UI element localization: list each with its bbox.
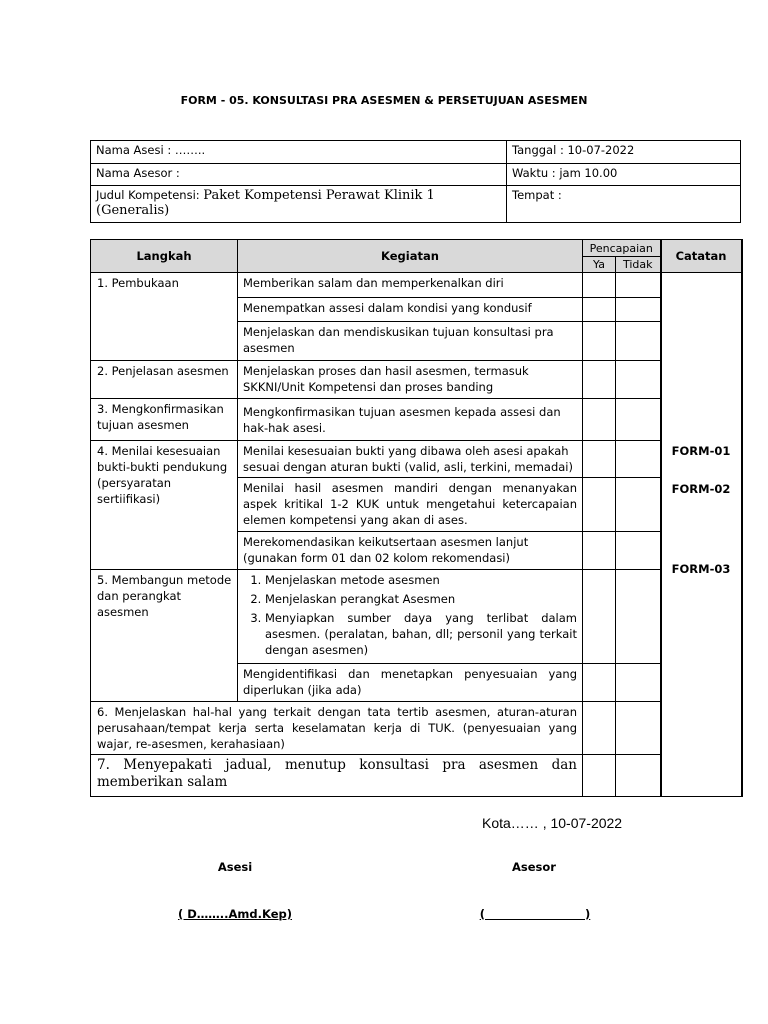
step-5: 5. Membangun metode dan perangkat asesmen — [91, 570, 238, 702]
header-tidak: Tidak — [616, 257, 661, 273]
check-ya[interactable] — [583, 478, 616, 532]
waktu: Waktu : jam 10.00 — [507, 164, 741, 186]
header-catatan: Catatan — [661, 240, 742, 273]
judul-label: Judul Kompetensi: — [96, 188, 200, 202]
step-4: 4. Menilai kesesuaian bukti-bukti pendukung (persyaratan sertiifikasi) — [91, 441, 238, 570]
check-ya[interactable] — [583, 322, 616, 361]
tanggal: Tanggal : 10-07-2022 — [507, 141, 741, 164]
asesi-signature-name: ( D……..Amd.Kep) — [177, 907, 293, 921]
asesor-signature-name: ( ) — [479, 907, 591, 921]
nama-asesor: Nama Asesor : — [91, 164, 507, 186]
activity-5a-1: 1. Menjelaskan metode asesmen — [265, 572, 577, 588]
header-ya: Ya — [583, 257, 616, 273]
activity-1a: Memberikan salam dan memperkenalkan diri — [238, 273, 583, 298]
step-1: 1. Pembukaan — [91, 273, 238, 361]
step-7: 7. Menyepakati jadual, menutup konsultasi pra asesmen dan memberikan salam — [91, 755, 583, 797]
catatan-form01: FORM-01 — [671, 444, 731, 458]
activity-1b: Menempatkan assesi dalam kondisi yang kondusif — [238, 298, 583, 322]
catatan-form02: FORM-02 — [671, 482, 731, 496]
check-tidak[interactable] — [616, 755, 661, 797]
check-tidak[interactable] — [616, 702, 661, 755]
check-ya[interactable] — [583, 361, 616, 399]
header-kegiatan: Kegiatan — [238, 240, 583, 273]
check-ya[interactable] — [583, 273, 616, 298]
activity-5a-3: 3. Menyiapkan sumber daya yang terlibat dalam asesmen. (peralatan, bahan, dll; personil yang terkait dengan asesmen) — [265, 610, 577, 658]
activity-4c: Merekomendasikan keikutsertaan asesmen lanjut (gunakan form 01 dan 02 kolom rekomendasi) — [238, 532, 583, 570]
activity-5a — [238, 570, 583, 664]
check-tidak[interactable] — [616, 399, 661, 441]
catatan-column — [661, 273, 742, 797]
check-ya[interactable] — [583, 755, 616, 797]
check-tidak[interactable] — [616, 298, 661, 322]
check-ya[interactable] — [583, 399, 616, 441]
check-tidak[interactable] — [616, 478, 661, 532]
check-ya[interactable] — [583, 441, 616, 478]
check-tidak[interactable] — [616, 441, 661, 478]
check-tidak[interactable] — [616, 664, 661, 702]
check-ya[interactable] — [583, 570, 616, 664]
check-tidak[interactable] — [616, 273, 661, 298]
header-langkah: Langkah — [91, 240, 238, 273]
activity-1c: Menjelaskan dan mendiskusikan tujuan konsultasi pra asesmen — [238, 322, 583, 361]
activity-5b: Mengidentifikasi dan menetapkan penyesuaian yang diperlukan (jika ada) — [238, 664, 583, 702]
judul-kompetensi — [91, 186, 507, 223]
catatan-form03: FORM-03 — [671, 562, 731, 576]
check-ya[interactable] — [583, 532, 616, 570]
asesi-label: Asesi — [217, 860, 253, 874]
step-3: 3. Mengkonfirmasikan tujuan asesmen — [91, 399, 238, 441]
step-2: 2. Penjelasan asesmen — [91, 361, 238, 399]
judul-value: Paket Kompetensi Perawat Klinik 1 (Generalis) — [96, 188, 435, 218]
check-ya[interactable] — [583, 664, 616, 702]
activity-2a: Menjelaskan proses dan hasil asesmen, termasuk SKKNI/Unit Kompetensi dan proses banding — [238, 361, 583, 399]
activity-5a-2: 2. Menjelaskan perangkat Asesmen — [265, 591, 577, 607]
consultation-table — [90, 239, 743, 797]
activity-4a: Menilai kesesuaian bukti yang dibawa oleh asesi apakah sesuai dengan aturan bukti (valid, asli, terkini, memadai) — [238, 441, 583, 478]
check-ya[interactable] — [583, 702, 616, 755]
check-tidak[interactable] — [616, 532, 661, 570]
form-title: FORM - 05. KONSULTASI PRA ASESMEN & PERSETUJUAN ASESMEN — [180, 94, 588, 107]
check-tidak[interactable] — [616, 570, 661, 664]
info-table — [90, 140, 741, 223]
check-tidak[interactable] — [616, 322, 661, 361]
activity-4b: Menilai hasil asesmen mandiri dengan menanyakan aspek kritikal 1-2 KUK untuk mengetahui ketercapaian elemen kompetensi yang akan di ases. — [238, 478, 583, 532]
activity-3a: Mengkonfirmasikan tujuan asesmen kepada assesi dan hak-hak asesi. — [238, 399, 583, 441]
asesor-label: Asesor — [512, 860, 556, 874]
tempat: Tempat : — [507, 186, 741, 223]
kota-date: Kota…… , 10-07-2022 — [482, 815, 623, 831]
check-tidak[interactable] — [616, 361, 661, 399]
nama-asesi: Nama Asesi : …….. — [91, 141, 507, 164]
header-pencapaian: Pencapaian — [583, 240, 661, 257]
step-6: 6. Menjelaskan hal-hal yang terkait dengan tata tertib asesmen, aturan-aturan perusahaan/tempat kerja serta keselamatan kerja di TUK. (penyesuaian yang wajar, re-asesmen, kerahasiaan) — [91, 702, 583, 755]
check-ya[interactable] — [583, 298, 616, 322]
